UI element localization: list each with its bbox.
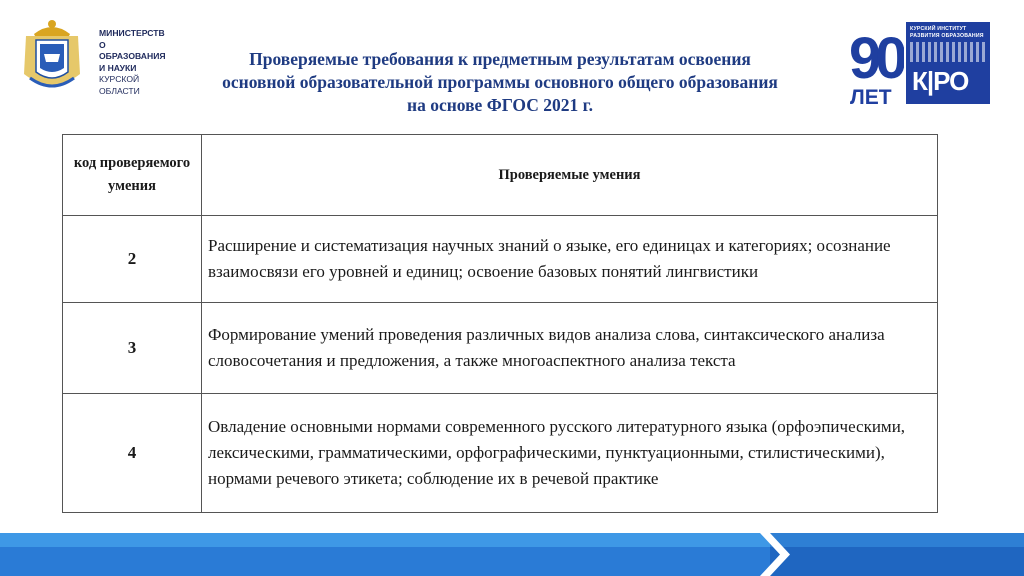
row-code: 3 bbox=[63, 303, 202, 394]
ministry-line: О bbox=[99, 39, 106, 50]
footer-band-bottom-light bbox=[0, 547, 770, 576]
ministry-line: КУРСКОЙ bbox=[99, 74, 140, 84]
kiro-logo-word: К|РО bbox=[912, 66, 969, 96]
anniversary-word: ЛЕТ bbox=[850, 86, 892, 106]
anniversary-years: 90 bbox=[849, 26, 902, 91]
table-row bbox=[63, 216, 938, 303]
table-row bbox=[63, 303, 938, 394]
row-code: 2 bbox=[63, 216, 202, 303]
header-code: код проверяемого умения bbox=[63, 135, 202, 216]
row-text: Расширение и систематизация научных знаний о языке, его единицах и категориях; осознание взаимосвязи его уровней и единиц; освоение базовых понятий лингвистики bbox=[202, 216, 938, 303]
row-text: Формирование умений проведения различных видов анализа слова, синтаксического анализа словосочетания и предложения, а также многоаспектного анализа текста bbox=[202, 303, 938, 394]
row-code: 4 bbox=[63, 394, 202, 513]
ministry-line: И НАУКИ bbox=[99, 62, 137, 73]
page-title bbox=[155, 48, 845, 117]
ministry-line: МИНИСТЕРСТВ bbox=[99, 28, 165, 38]
coat-of-arms-icon bbox=[22, 14, 82, 96]
kiro-logo bbox=[906, 22, 990, 104]
table-header-row bbox=[63, 135, 938, 216]
anniversary-logo bbox=[848, 22, 904, 106]
row-text: Овладение основными нормами современного русского литературного языка (орфоэпическими, лексическими, грамматическими, орфографическими, пунктуационными, стилистическими), нормами речевого этикета; соблюдение их в речевой практике bbox=[202, 394, 938, 513]
kiro-pattern bbox=[910, 42, 986, 62]
footer-band-top-light bbox=[0, 533, 770, 547]
header-skill: Проверяемые умения bbox=[202, 135, 938, 216]
title-line: Проверяемые требования к предметным результатам освоения bbox=[249, 49, 751, 69]
ministry-line: ОБЛАСТИ bbox=[99, 85, 140, 96]
ministry-line: ОБРАЗОВАНИЯ bbox=[99, 51, 166, 61]
title-line: основной образовательной программы основного общего образования bbox=[222, 72, 778, 92]
title-line: на основе ФГОС 2021 г. bbox=[406, 95, 593, 115]
kiro-institute-name: КУРСКИЙ ИНСТИТУТ РАЗВИТИЯ ОБРАЗОВАНИЯ bbox=[910, 26, 984, 39]
requirements-table bbox=[62, 134, 938, 513]
table-row bbox=[63, 394, 938, 513]
footer-chevron-icon bbox=[760, 533, 800, 576]
